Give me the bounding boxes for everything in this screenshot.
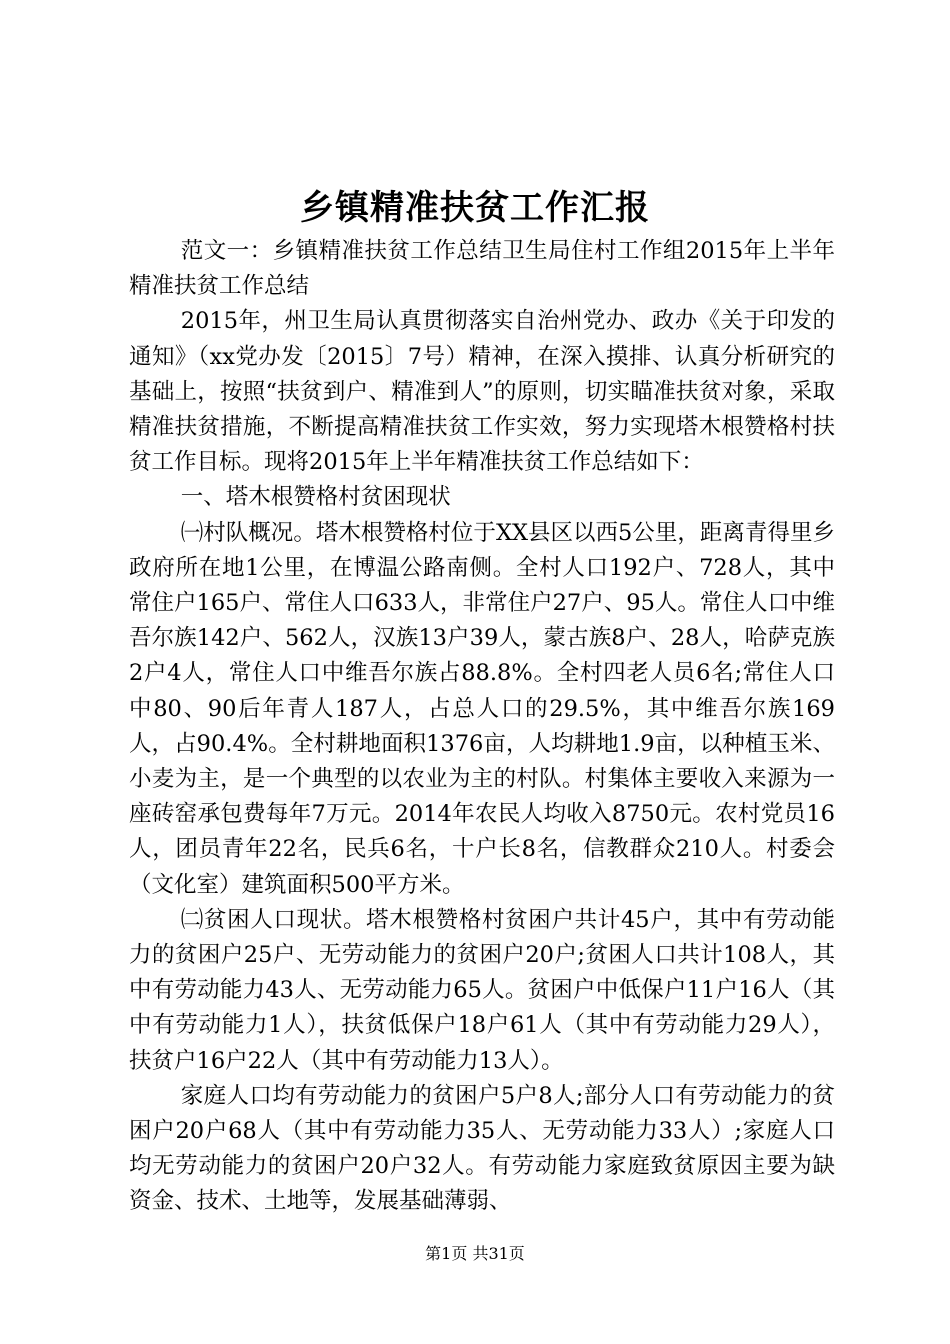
section-heading: 一、塔木根赞格村贫困现状	[180, 484, 451, 511]
document-title: 乡镇精准扶贫工作汇报	[300, 188, 650, 228]
paragraph: 2015年，州卫生局认真贯彻落实自治州党办、政办《关于印发的通知》（xx党办发〔2015〕7号）精神，在深入摸排、认真分析研究的基础上，按照“扶贫到户、精准到人”的原则，切实瞄准扶贫对象，采取精准扶贫措施，不断提高精准扶贫工作实效，努力实现塔木根赞格村扶贫工作目标。现将2015年上半年精准扶贫工作总结如下：	[129, 308, 835, 476]
page-footer: 第1页 共31页	[425, 1244, 525, 1263]
document-body	[129, 234, 835, 1220]
paragraph: ㈡贫困人口现状。塔木根赞格村贫困户共计45户，其中有劳动能力的贫困户25户、无劳动能力的贫困户20户;贫困人口共计108人，其中有劳动能力43人、无劳动能力65人。贫困户中低保户11户16人（其中有劳动能力1人），扶贫低保户18户61人（其中有劳动能力29人），扶贫户16户22人（其中有劳动能力13人）。	[129, 906, 835, 1074]
paragraph: 家庭人口均有劳动能力的贫困户5户8人;部分人口有劳动能力的贫困户20户68人（其中有劳动能力35人、无劳动能力33人）;家庭人口均无劳动能力的贫困户20户32人。有劳动能力家庭致贫原因主要为缺资金、技术、土地等，发展基础薄弱、	[129, 1082, 835, 1215]
paragraph: ㈠村队概况。塔木根赞格村位于XX县区以西5公里，距离青得里乡政府所在地1公里，在博温公路南侧。全村人口192户、728人，其中常住户165户、常住人口633人，非常住户27户、95人。常住人口中维吾尔族142户、562人，汉族13户39人，蒙古族8户、28人，哈萨克族2户4人，常住人口中维吾尔族占88.8%。全村四老人员6名;常住人口中80、90后年青人187人，占总人口的29.5%，其中维吾尔族169人，占90.4%。全村耕地面积1376亩，人均耕地1.9亩，以种植玉米、小麦为主，是一个典型的以农业为主的村队。村集体主要收入来源为一座砖窑承包费每年7万元。2014年农民人均收入8750元。农村党员16人，团员青年22名，民兵6名，十户长8名，信教群众210人。村委会（文化室）建筑面积500平方米。	[129, 519, 835, 898]
paragraph: 范文一：乡镇精准扶贫工作总结卫生局住村工作组2015年上半年精准扶贫工作总结	[129, 238, 835, 300]
